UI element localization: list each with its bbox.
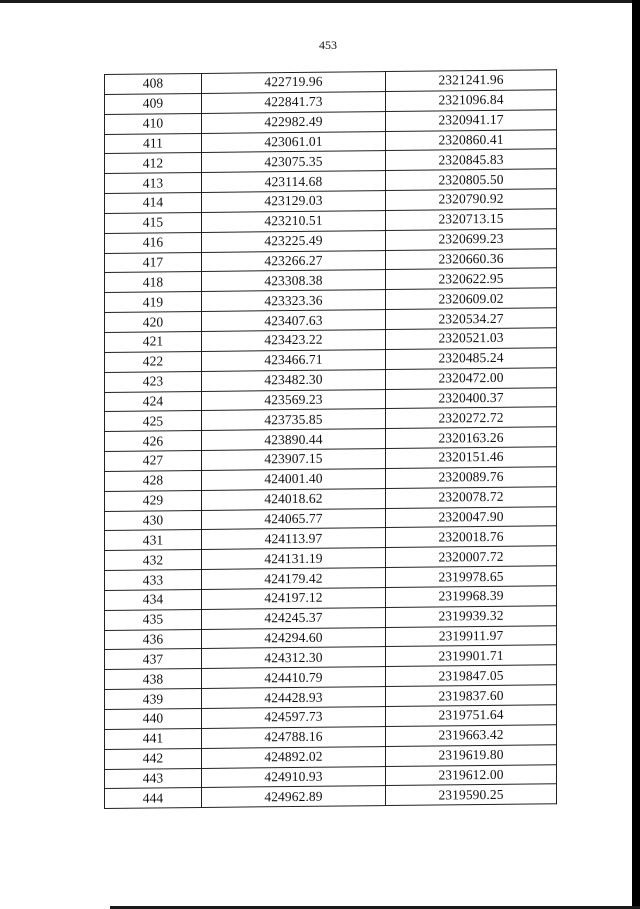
page-number: 453 xyxy=(319,38,337,52)
y-coordinate-cell: 2319968.39 xyxy=(386,586,557,608)
y-coordinate-cell: 2321241.96 xyxy=(386,70,557,92)
point-number-cell: 443 xyxy=(105,768,202,789)
coordinate-table-body xyxy=(105,70,557,809)
x-coordinate-cell: 423225.49 xyxy=(202,230,386,252)
x-coordinate-cell: 424197.12 xyxy=(202,587,386,609)
y-coordinate-cell: 2319911.97 xyxy=(386,625,557,647)
point-number-cell: 431 xyxy=(105,530,202,551)
x-coordinate-cell: 422982.49 xyxy=(202,111,386,133)
point-number-cell: 441 xyxy=(105,728,202,749)
x-coordinate-cell: 423129.03 xyxy=(202,191,386,213)
x-coordinate-cell: 424018.62 xyxy=(202,488,386,510)
point-number-cell: 422 xyxy=(105,351,202,372)
y-coordinate-cell: 2320534.27 xyxy=(386,308,557,330)
x-coordinate-cell: 423466.71 xyxy=(202,349,386,371)
x-coordinate-cell: 423266.27 xyxy=(202,250,386,272)
x-coordinate-cell: 423423.22 xyxy=(202,330,386,352)
scan-top-edge xyxy=(0,0,640,3)
point-number-cell: 438 xyxy=(105,669,202,690)
y-coordinate-cell: 2319939.32 xyxy=(386,606,557,628)
y-coordinate-cell: 2320521.03 xyxy=(386,328,557,350)
point-number-cell: 411 xyxy=(105,133,202,154)
point-number-cell: 429 xyxy=(105,490,202,511)
x-coordinate-cell: 423890.44 xyxy=(202,429,386,451)
x-coordinate-cell: 423735.85 xyxy=(202,409,386,431)
y-coordinate-cell: 2319847.05 xyxy=(386,665,557,687)
x-coordinate-cell: 424113.97 xyxy=(202,528,386,550)
y-coordinate-cell: 2321096.84 xyxy=(386,90,557,112)
y-coordinate-cell: 2320699.23 xyxy=(386,229,557,251)
x-coordinate-cell: 423210.51 xyxy=(202,210,386,232)
point-number-cell: 421 xyxy=(105,331,202,352)
x-coordinate-cell: 422841.73 xyxy=(202,91,386,113)
x-coordinate-cell: 424065.77 xyxy=(202,508,386,530)
x-coordinate-cell: 423308.38 xyxy=(202,270,386,292)
point-number-cell: 418 xyxy=(105,272,202,293)
point-number-cell: 414 xyxy=(105,193,202,214)
y-coordinate-cell: 2320845.83 xyxy=(386,149,557,171)
y-coordinate-cell: 2319837.60 xyxy=(386,685,557,707)
point-number-cell: 430 xyxy=(105,510,202,531)
y-coordinate-cell: 2320941.17 xyxy=(386,109,557,131)
point-number-cell: 413 xyxy=(105,173,202,194)
point-number-cell: 425 xyxy=(105,411,202,432)
y-coordinate-cell: 2320163.26 xyxy=(386,427,557,449)
y-coordinate-cell: 2320713.15 xyxy=(386,209,557,231)
point-number-cell: 412 xyxy=(105,153,202,174)
y-coordinate-cell: 2319663.42 xyxy=(386,725,557,747)
point-number-cell: 437 xyxy=(105,649,202,670)
y-coordinate-cell: 2320860.41 xyxy=(386,129,557,151)
point-number-cell: 423 xyxy=(105,371,202,392)
y-coordinate-cell: 2320078.72 xyxy=(386,486,557,508)
point-number-cell: 408 xyxy=(105,73,202,94)
scan-right-edge xyxy=(632,0,640,909)
point-number-cell: 433 xyxy=(105,570,202,591)
point-number-cell: 436 xyxy=(105,629,202,650)
point-number-cell: 439 xyxy=(105,689,202,710)
table-row xyxy=(105,784,557,809)
y-coordinate-cell: 2319751.64 xyxy=(386,705,557,727)
point-number-cell: 410 xyxy=(105,113,202,134)
coordinate-table xyxy=(104,69,557,809)
point-number-cell: 415 xyxy=(105,212,202,233)
y-coordinate-cell: 2320400.37 xyxy=(386,387,557,409)
x-coordinate-cell: 424428.93 xyxy=(202,687,386,709)
x-coordinate-cell: 424788.16 xyxy=(202,726,386,748)
y-coordinate-cell: 2320485.24 xyxy=(386,348,557,370)
coordinate-table-container xyxy=(104,69,556,809)
x-coordinate-cell: 423323.36 xyxy=(202,290,386,312)
point-number-cell: 424 xyxy=(105,391,202,412)
point-number-cell: 432 xyxy=(105,550,202,571)
y-coordinate-cell: 2319619.80 xyxy=(386,744,557,766)
x-coordinate-cell: 424001.40 xyxy=(202,468,386,490)
x-coordinate-cell: 424410.79 xyxy=(202,667,386,689)
y-coordinate-cell: 2320622.95 xyxy=(386,268,557,290)
x-coordinate-cell: 423061.01 xyxy=(202,131,386,153)
y-coordinate-cell: 2320472.00 xyxy=(386,367,557,389)
y-coordinate-cell: 2320790.92 xyxy=(386,189,557,211)
x-coordinate-cell: 424131.19 xyxy=(202,548,386,570)
x-coordinate-cell: 423569.23 xyxy=(202,389,386,411)
x-coordinate-cell: 423482.30 xyxy=(202,369,386,391)
y-coordinate-cell: 2320609.02 xyxy=(386,288,557,310)
y-coordinate-cell: 2320089.76 xyxy=(386,467,557,489)
point-number-cell: 428 xyxy=(105,470,202,491)
y-coordinate-cell: 2320272.72 xyxy=(386,407,557,429)
point-number-cell: 442 xyxy=(105,748,202,769)
x-coordinate-cell: 423075.35 xyxy=(202,151,386,173)
point-number-cell: 440 xyxy=(105,708,202,729)
point-number-cell: 435 xyxy=(105,609,202,630)
y-coordinate-cell: 2320660.36 xyxy=(386,248,557,270)
point-number-cell: 417 xyxy=(105,252,202,273)
x-coordinate-cell: 424892.02 xyxy=(202,746,386,768)
y-coordinate-cell: 2320018.76 xyxy=(386,526,557,548)
y-coordinate-cell: 2319901.71 xyxy=(386,645,557,667)
x-coordinate-cell: 424910.93 xyxy=(202,766,386,788)
point-number-cell: 434 xyxy=(105,589,202,610)
x-coordinate-cell: 423114.68 xyxy=(202,171,386,193)
y-coordinate-cell: 2319978.65 xyxy=(386,566,557,588)
x-coordinate-cell: 424245.37 xyxy=(202,607,386,629)
point-number-cell: 419 xyxy=(105,292,202,313)
point-number-cell: 409 xyxy=(105,93,202,114)
x-coordinate-cell: 422719.96 xyxy=(202,72,386,94)
x-coordinate-cell: 423407.63 xyxy=(202,310,386,332)
point-number-cell: 444 xyxy=(105,788,202,809)
y-coordinate-cell: 2319612.00 xyxy=(386,764,557,786)
x-coordinate-cell: 423907.15 xyxy=(202,449,386,471)
y-coordinate-cell: 2319590.25 xyxy=(386,784,557,806)
point-number-cell: 420 xyxy=(105,312,202,333)
point-number-cell: 426 xyxy=(105,431,202,452)
point-number-cell: 427 xyxy=(105,451,202,472)
y-coordinate-cell: 2320151.46 xyxy=(386,447,557,469)
x-coordinate-cell: 424962.89 xyxy=(202,786,386,808)
x-coordinate-cell: 424179.42 xyxy=(202,568,386,590)
y-coordinate-cell: 2320007.72 xyxy=(386,546,557,568)
x-coordinate-cell: 424597.73 xyxy=(202,707,386,729)
y-coordinate-cell: 2320805.50 xyxy=(386,169,557,191)
x-coordinate-cell: 424294.60 xyxy=(202,627,386,649)
point-number-cell: 416 xyxy=(105,232,202,253)
x-coordinate-cell: 424312.30 xyxy=(202,647,386,669)
y-coordinate-cell: 2320047.90 xyxy=(386,506,557,528)
